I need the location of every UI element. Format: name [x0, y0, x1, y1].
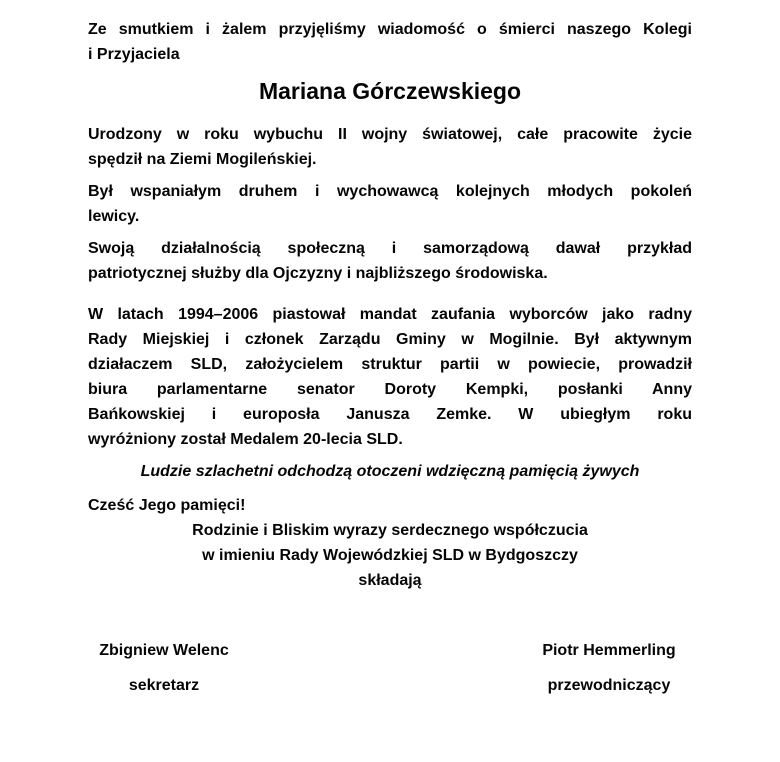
signature-role: przewodniczący — [547, 677, 671, 694]
closing-line-submit: składają — [358, 572, 422, 589]
biography-paragraph — [88, 179, 692, 229]
paragraph-line: i Przyjaciela — [88, 46, 180, 63]
signature-block-chairman — [526, 638, 692, 698]
deceased-name-title: Mariana Górczewskiego — [258, 78, 522, 104]
paragraph-line: Urodzony w roku wybuchu II wojny światowej, całe pracowite życie — [88, 126, 692, 143]
signature-row — [88, 638, 692, 698]
paragraph-line: Ze smutkiem i żalem przyjęliśmy wiadomość o śmierci naszego Kolegi — [88, 21, 692, 38]
paragraph-line: działaczem SLD, założycielem struktur partii w powiecie, prowadził — [88, 356, 692, 373]
paragraph-line: W latach 1994–2006 piastował mandat zaufania wyborców jako radny — [88, 306, 692, 323]
paragraph-line: Rady Miejskiej i członek Zarządu Gminy w Mogilnie. Był aktywnym — [88, 331, 692, 348]
signature-block-secretary — [88, 638, 240, 698]
closing-line-condolences: Rodzinie i Bliskim wyrazy serdecznego współczucia — [192, 522, 588, 539]
biography-paragraph — [88, 236, 692, 286]
signature-name: Zbigniew Welenc — [99, 642, 229, 659]
paragraph-line: biura parlamentarne senator Doroty Kempki, posłanki Anny — [88, 381, 692, 398]
memorial-quote: Ludzie szlachetni odchodzą otoczeni wdzięczną pamięcią żywych — [140, 463, 640, 480]
paragraph-line: Bańkowskiej i europosła Janusza Zemke. W ubiegłym roku — [88, 406, 692, 423]
biography-paragraph — [88, 302, 692, 452]
paragraph-line: wyróżniony został Medalem 20-lecia SLD. — [88, 431, 403, 448]
paragraph-line: patriotycznej służby dla Ojczyzny i najbliższego środowiska. — [88, 265, 548, 282]
closing-line-on-behalf: w imieniu Rady Wojewódzkiej SLD w Bydgoszczy — [202, 547, 578, 564]
paragraph-line: spędził na Ziemi Mogileńskiej. — [88, 151, 317, 168]
paragraph-line: Swoją działalnością społeczną i samorządową dawał przykład — [88, 240, 692, 257]
signature-role: sekretarz — [128, 677, 200, 694]
signature-name: Piotr Hemmerling — [542, 642, 676, 659]
tribute-line: Cześć Jego pamięci! — [88, 497, 246, 514]
biography-paragraph — [88, 122, 692, 172]
paragraph-line: Był wspaniałym druhem i wychowawcą kolejnych młodych pokoleń — [88, 183, 692, 200]
intro-paragraph — [88, 17, 692, 67]
paragraph-line: lewicy. — [88, 208, 140, 225]
